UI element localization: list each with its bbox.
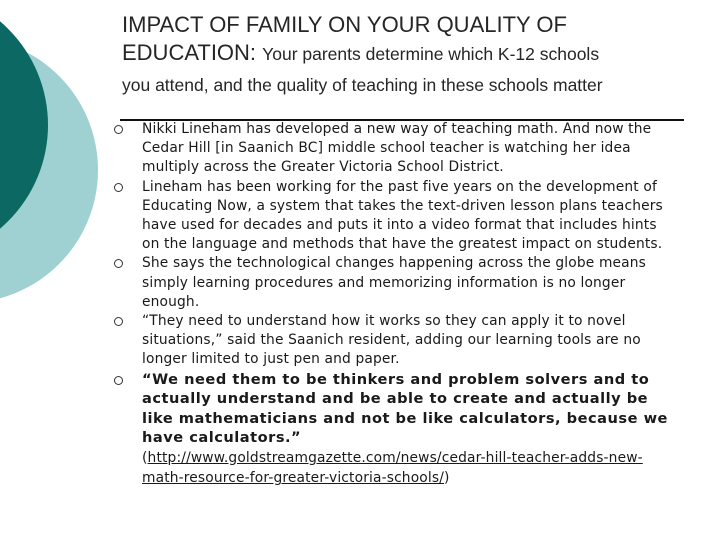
quote-text: “We need them to be thinkers and problem solvers and to actually understand and be able to create and actually be like mathematicians and not be like calculators, because we have calculators.” <box>142 370 668 447</box>
bullet-list <box>112 120 677 489</box>
quote-item <box>112 370 677 489</box>
subtitle-part-2: you attend, and the quality of teaching in these schools matter <box>122 74 603 95</box>
title-main-end: EDUCATION: <box>122 40 257 66</box>
source-close-paren: ) <box>444 470 450 487</box>
bullet-text: “They need to understand how it works so they can apply it to novel situations,” said the Saanich resident, adding our learning tools are no longer limited to just pen and paper. <box>142 313 641 368</box>
bullet-text: Nikki Lineham has developed a new way of teaching math. And now the Cedar Hill [in Saanich BC] middle school teacher is watching her idea multiply across the Greater Victoria School District. <box>142 121 652 176</box>
source-link[interactable]: http://www.goldstreamgazette.com/news/cedar-hill-teacher-adds-new-math-resource-for-greater-victoria-schools/ <box>142 449 643 487</box>
bullet-icon <box>114 259 123 268</box>
title-line-2 <box>122 40 702 66</box>
list-item <box>112 120 677 178</box>
quote-source <box>142 450 643 487</box>
bullet-text: Lineham has been working for the past five years on the development of Educating Now, a system that takes the text-driven lesson plans teachers have used for decades and puts it into a video format that includes hints on the language and methods that have the greatest impact on students. <box>142 178 663 253</box>
list-item <box>112 178 677 255</box>
slide-title <box>122 12 702 96</box>
source-open-paren: ( <box>142 449 148 466</box>
list-item <box>112 312 677 370</box>
bullet-text: She says the technological changes happening across the globe means simply learning procedures and memorizing information is no longer enough. <box>142 255 647 310</box>
bullet-icon <box>114 376 123 385</box>
list-item <box>112 254 677 312</box>
bullet-icon <box>114 183 123 192</box>
bullet-icon <box>114 317 123 326</box>
decorative-teal-circles <box>0 0 120 300</box>
subtitle-part-1: Your parents determine which K-12 schools <box>262 44 600 65</box>
title-line-1: IMPACT OF FAMILY ON YOUR QUALITY OF <box>122 12 567 37</box>
bullet-icon <box>114 125 123 134</box>
